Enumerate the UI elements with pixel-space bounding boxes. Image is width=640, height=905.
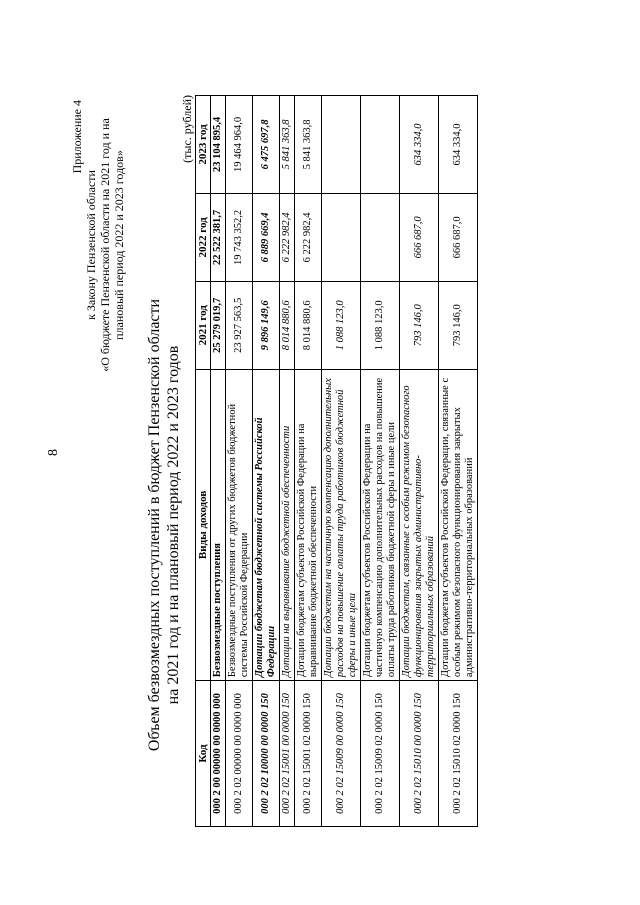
appendix-line-1: Приложение 4	[70, 100, 84, 174]
revenue-table	[195, 95, 478, 827]
row-name: Безвозмездные поступления	[211, 369, 226, 680]
row-2022: 6 222 982,4	[280, 193, 295, 281]
row-2022: 666 687,0	[400, 193, 439, 281]
row-2023: 5 841 363,8	[280, 96, 295, 194]
table-row	[226, 96, 253, 827]
row-2022	[322, 193, 361, 281]
row-code: 000 2 02 15009 02 0000 150	[361, 681, 400, 827]
row-code: 000 2 02 15001 00 0000 150	[280, 681, 295, 827]
row-2023: 634 334,0	[439, 96, 478, 194]
row-2022: 19 743 352,2	[226, 193, 253, 281]
row-name: Безвозмездные поступления от других бюджетов бюджетной системы Российской Федерации	[226, 369, 253, 680]
row-2021: 8 014 880,6	[295, 281, 322, 369]
table-row	[361, 96, 400, 827]
appendix-line-2: к Закону Пензенской области	[84, 170, 98, 320]
table-row	[322, 96, 361, 827]
row-code: 000 2 00 00000 00 0000 000	[211, 681, 226, 827]
table-row	[295, 96, 322, 827]
row-2023	[322, 96, 361, 194]
table-row	[253, 96, 280, 827]
row-code: 000 2 02 10000 00 0000 150	[253, 681, 280, 827]
table-row	[211, 96, 226, 827]
appendix-header	[70, 100, 126, 390]
row-2023: 6 475 697,8	[253, 96, 280, 194]
row-2022	[361, 193, 400, 281]
row-2023: 19 464 964,0	[226, 96, 253, 194]
row-2021: 793 146,0	[439, 281, 478, 369]
row-2023	[361, 96, 400, 194]
row-name: Дотации бюджетам субъектов Российской Федерации на частичную компенсацию дополнительных расходов на повышение оплаты труда работников бюджетной сферы и иные цели	[361, 369, 400, 680]
title-line-2: на 2021 год и на плановый период 2022 и 2023 годов	[165, 345, 182, 705]
header-2023: 2023 год	[196, 96, 211, 194]
row-name: Дотации на выравнивание бюджетной обеспеченности	[280, 369, 295, 680]
row-2021: 793 146,0	[400, 281, 439, 369]
table-row	[280, 96, 295, 827]
row-2022: 6 222 982,4	[295, 193, 322, 281]
row-name: Дотации бюджетам субъектов Российской Федерации, связанные с особым режимом безопасного функционирования закрытых административно-территориальных образований	[439, 369, 478, 680]
row-2021: 1 088 123,0	[322, 281, 361, 369]
document-title	[145, 275, 183, 775]
row-code: 000 2 02 00000 00 0000 000	[226, 681, 253, 827]
row-name: Дотации бюджетам субъектов Российской Федерации на выравнивание бюджетной обеспеченности	[295, 369, 322, 680]
appendix-line-4: плановый период 2022 и 2023 годов»	[112, 150, 126, 340]
row-2021: 23 927 563,5	[226, 281, 253, 369]
row-2022: 22 522 381,7	[211, 193, 226, 281]
row-2023: 5 841 363,8	[295, 96, 322, 194]
row-2021: 9 896 149,6	[253, 281, 280, 369]
row-2021: 1 088 123,0	[361, 281, 400, 369]
header-2022: 2022 год	[196, 193, 211, 281]
row-2022: 6 889 669,4	[253, 193, 280, 281]
row-2023: 23 104 895,4	[211, 96, 226, 194]
header-2021: 2021 год	[196, 281, 211, 369]
table-row	[439, 96, 478, 827]
table-row	[400, 96, 439, 827]
units-label: (тыс. рублей)	[180, 95, 194, 163]
row-name: Дотации бюджетам бюджетной системы Российской Федерации	[253, 369, 280, 680]
row-code: 000 2 02 15010 00 0000 150	[400, 681, 439, 827]
row-2023: 634 334,0	[400, 96, 439, 194]
header-revenue-type: Виды доходов	[196, 369, 211, 680]
appendix-line-3: «О бюджете Пензенской области на 2021 год и на	[98, 118, 112, 372]
row-name: Дотации бюджетам на частичную компенсацию дополнительных расходов на повышение оплаты труда работников бюджетной сферы и иные цели	[322, 369, 361, 680]
page-number: 8	[46, 449, 61, 456]
title-line-1: Объем безвозмездных поступлений в бюджет Пензенской области	[146, 298, 163, 752]
row-2022: 666 687,0	[439, 193, 478, 281]
row-name: Дотации бюджетам, связанные с особым режимом безопасного функционирования закрытых административно-территориальных образований	[400, 369, 439, 680]
table-header-row	[196, 96, 211, 827]
row-code: 000 2 02 15009 00 0000 150	[322, 681, 361, 827]
row-code: 000 2 02 15001 02 0000 150	[295, 681, 322, 827]
row-code: 000 2 02 15010 02 0000 150	[439, 681, 478, 827]
row-2021: 8 014 880,6	[280, 281, 295, 369]
header-code: Код	[196, 681, 211, 827]
row-2021: 25 279 019,7	[211, 281, 226, 369]
